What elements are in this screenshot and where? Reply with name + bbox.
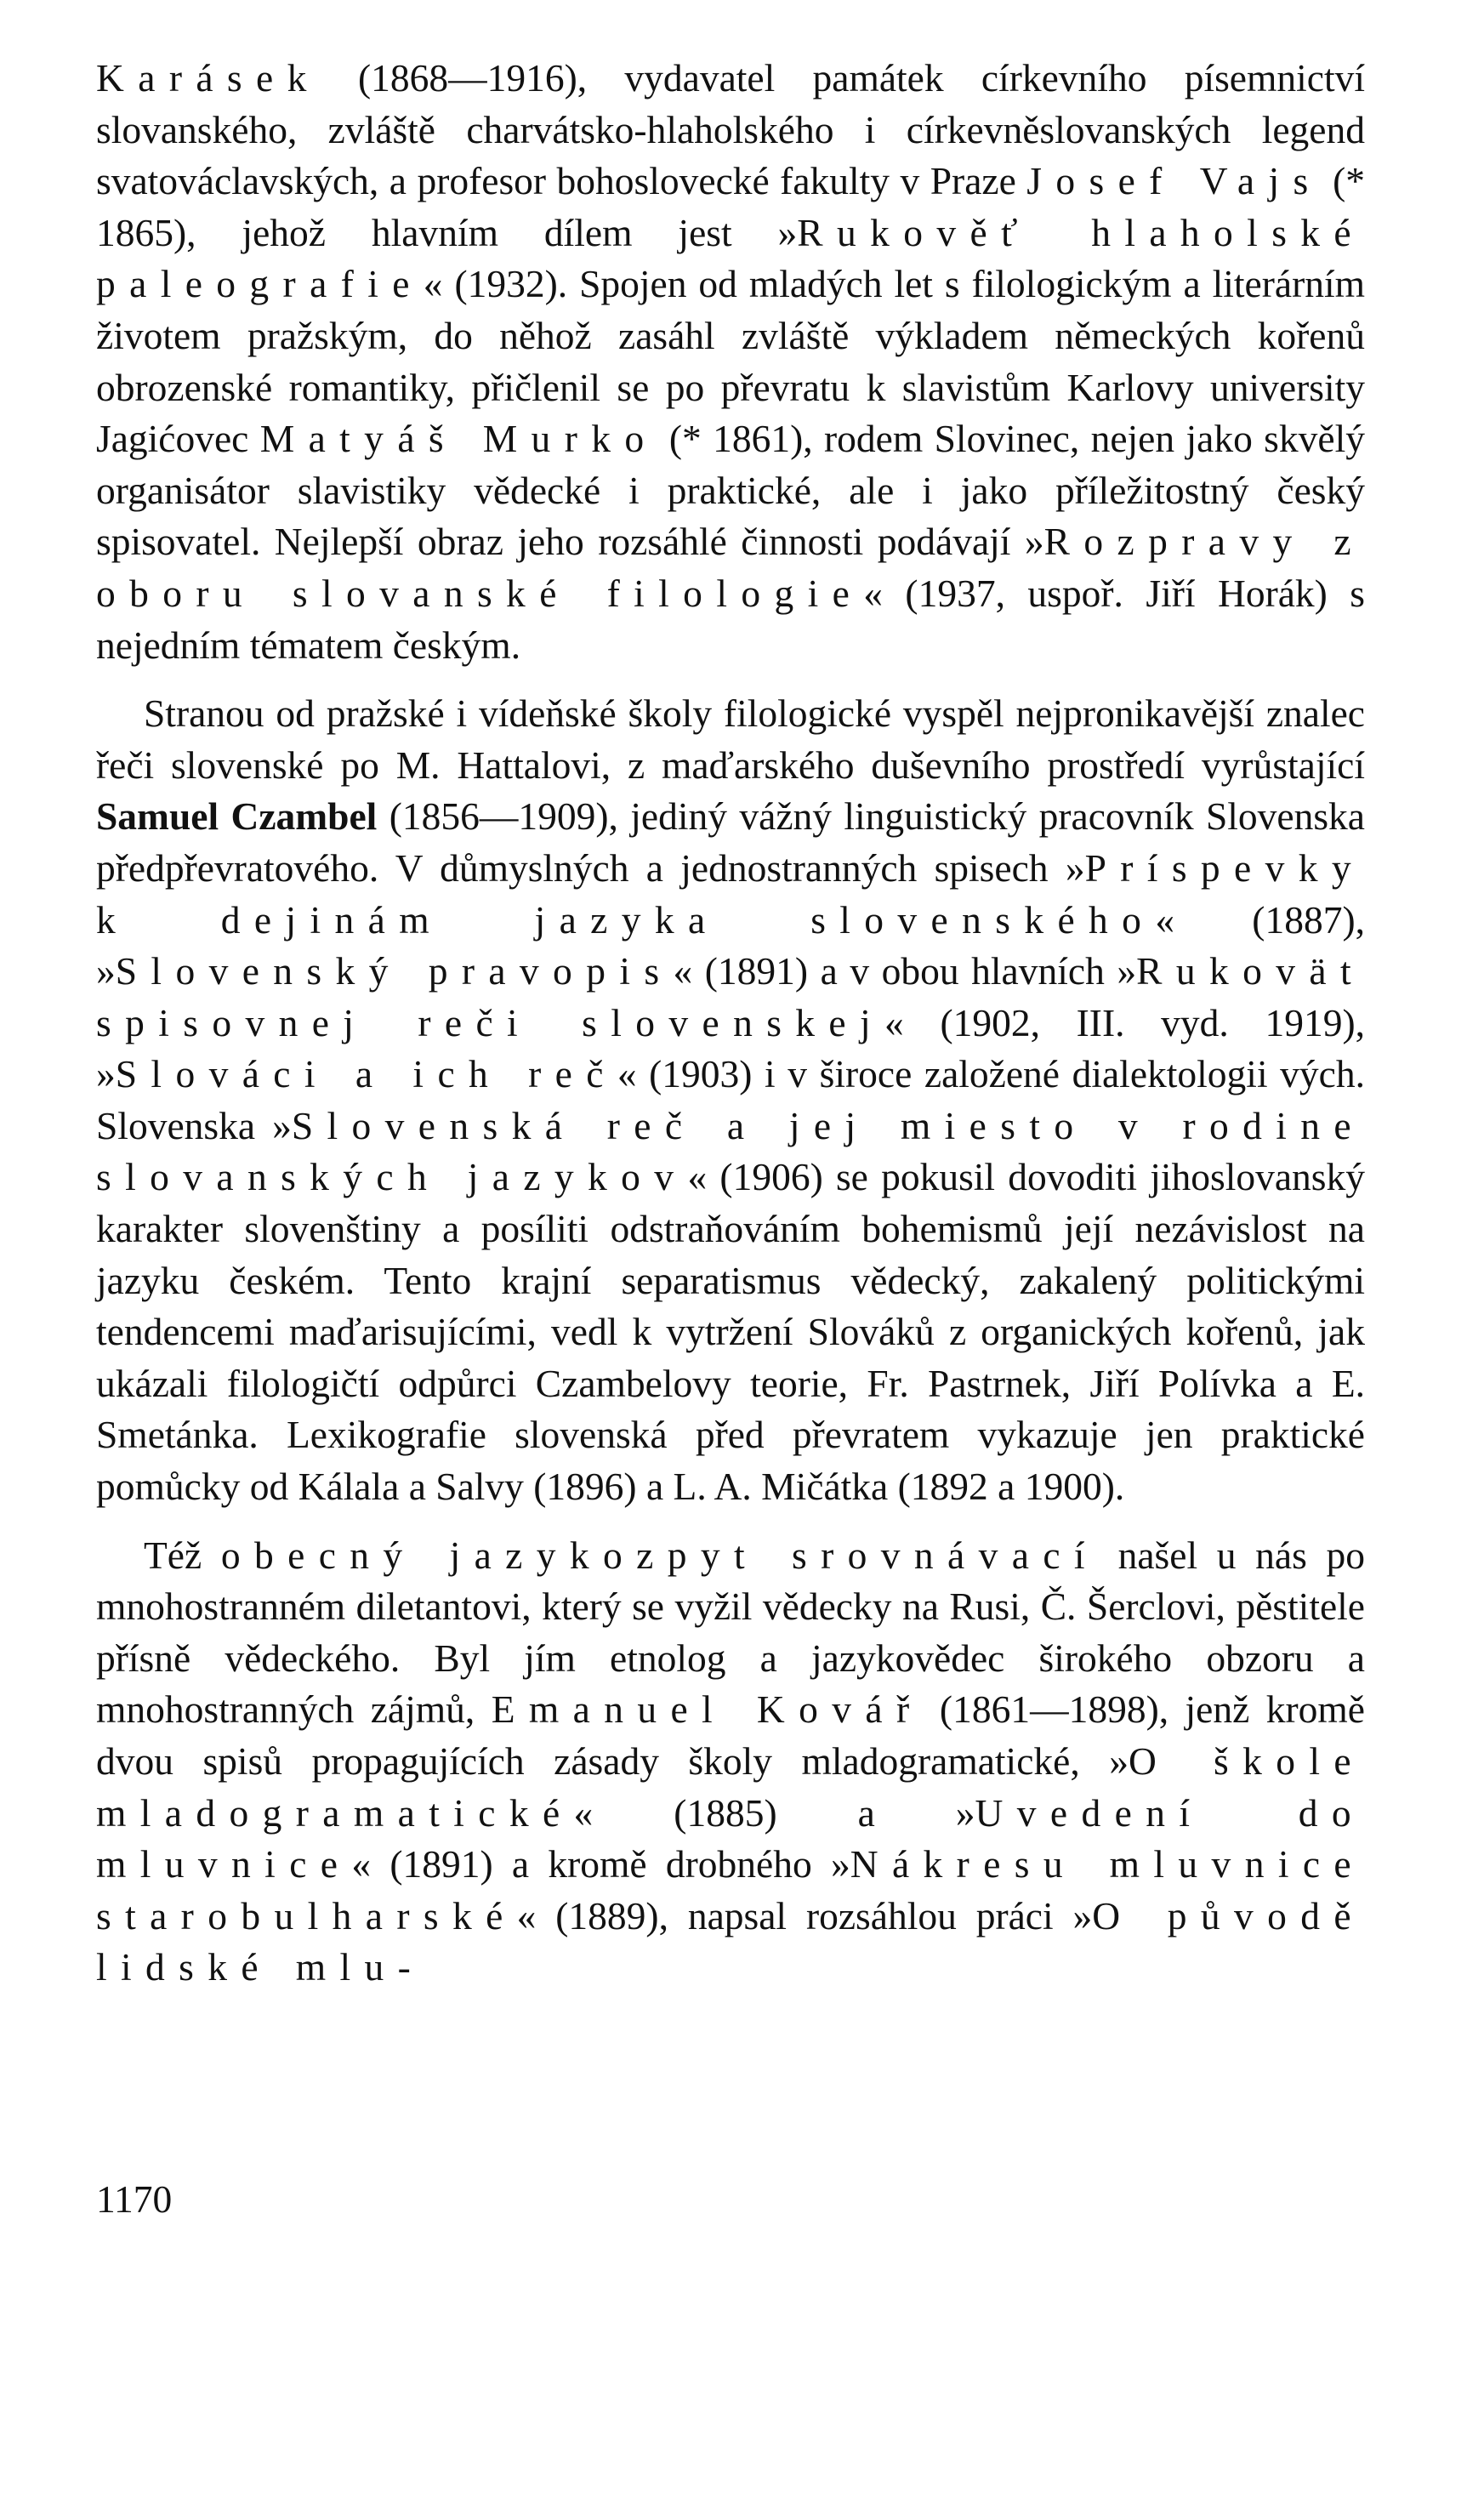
body-text: « (1885) a » [573, 1790, 975, 1835]
paragraph-2 [96, 688, 1365, 1513]
spaced-emphasis-text: Príspevky k dejinám jazyka slovenského [96, 845, 1365, 942]
body-text: našel u nás po mnohostranném diletantovi, který se vyžil vědecky na Rusi, Č. Šerclovi, pěstitele přísně vědeckého. Byl jím etnolog a jazykovědec širokého obzoru a mnohostranných zájmů, [96, 1533, 1366, 1732]
spaced-emphasis-text: Slovenská reč a jej miesto v rodine slovanských jazykov [96, 1103, 1365, 1199]
spaced-emphasis-text: Slovenský pravopis [115, 949, 674, 993]
spaced-emphasis-text: O škole mladogramatické [96, 1739, 1365, 1835]
spaced-emphasis-text: Nákresu mluvnice starobulharské [96, 1842, 1365, 1937]
spaced-emphasis-text: Karásek [96, 56, 321, 100]
spaced-emphasis-text: Rozpravy z oboru slovanské filologie [96, 520, 1365, 615]
paragraph-1 [96, 53, 1365, 671]
body-text: « (1937, uspoř. Jiří Horák) s nejedním tématem českým. [96, 571, 1366, 667]
body-text: (* 1861), rodem Slovinec, nejen jako skvělý organisátor slavistiky vědecké i praktické, ale i jako příležitostný český spisovatel. Nejlepší obraz jeho rozsáhlé činnosti podávají » [96, 417, 1365, 564]
body-text: (1868—1916), vydavatel památek církevního písemnictví slovanského, zvláště charvátsko-hlaholského i církevněslovanských legend svatováclavských, a profesor bohoslovecké fakulty v Praze [96, 56, 1365, 203]
spaced-emphasis-text: Rukovät spisovnej reči slovenskej [96, 949, 1365, 1044]
spaced-emphasis-text: obecný jazykozpyt srovnávací [220, 1533, 1099, 1577]
page-number: 1170 [96, 2177, 173, 2221]
bold-name-text: Samuel Czambel [96, 794, 378, 839]
body-text: « (1891) a v obou hlavních » [673, 949, 1137, 993]
page-body [96, 53, 1365, 1994]
body-text: « (1932). Spojen od mladých let s filologickým a literárním životem pražským, do něhož zasáhl zvláště výkladem německých kořenů obrozenské romantiky, přičlenil se po převratu k slavistům Karlovy university Jagićovec [96, 262, 1365, 461]
body-text: « (1889), napsal rozsáhlou práci » [516, 1893, 1093, 1937]
body-text: « (1887), » [96, 897, 1365, 993]
spaced-emphasis-text: Slováci a ich reč [115, 1052, 617, 1096]
spaced-emphasis-text: Emanuel Kovář [491, 1687, 924, 1732]
spaced-emphasis-text: Uvedení do mluvnice [96, 1790, 1365, 1886]
body-text: (* 1865), jehož hlavním dílem jest » [96, 159, 1365, 254]
body-text: (1856—1909), jediný vážný linguistický pracovník Slovenska předpřevratového. V důmyslných a jednostranných spisech » [96, 794, 1365, 890]
spaced-emphasis-text: Josef Vajs [1026, 159, 1322, 203]
body-text: (1861—1898), jenž kromě dvou spisů propagujících zásady školy mladogramatické, » [96, 1687, 1365, 1783]
body-text: « (1891) a kromě drobného » [351, 1842, 850, 1886]
body-text: « (1906) se pokusil dovoditi jihoslovanský karakter slovenštiny a posíliti odstraňováním bohemismů její nezávislost na jazyku českém. Tento krajní separatismus vědecký, zakalený politickými tendencemi maďarisujícími, vedl k vytržení Slováků z organických kořenů, jak ukázali filologičtí odpůrci Czambelovy teorie, Fr. Pastrnek, Jiří Polívka a E. Smetánka. Lexikografie slovenská před převratem vykazuje jen praktické pomůcky od Kálala a Salvy (1896) a L. A. Mičátka (1892 a 1900). [96, 1155, 1365, 1509]
spaced-emphasis-text: Rukověť hlaholské paleografie [96, 210, 1365, 306]
body-text: « (1902, III. vyd. 1919), » [96, 1000, 1365, 1096]
spaced-emphasis-text: O původě lidské mlu- [96, 1893, 1365, 1989]
body-text: Též [144, 1533, 221, 1577]
paragraph-3 [96, 1530, 1365, 1994]
body-text: Stranou od pražské i vídeňské školy filologické vyspěl nejpronikavější znalec řeči slovenské po M. Hattalovi, z maďarského duševního prostředí vyrůstající [96, 691, 1365, 787]
body-text: « (1903) i v široce založené dialektologii vých. Slovenska » [96, 1052, 1366, 1147]
spaced-emphasis-text: Matyáš Murko [259, 417, 658, 461]
